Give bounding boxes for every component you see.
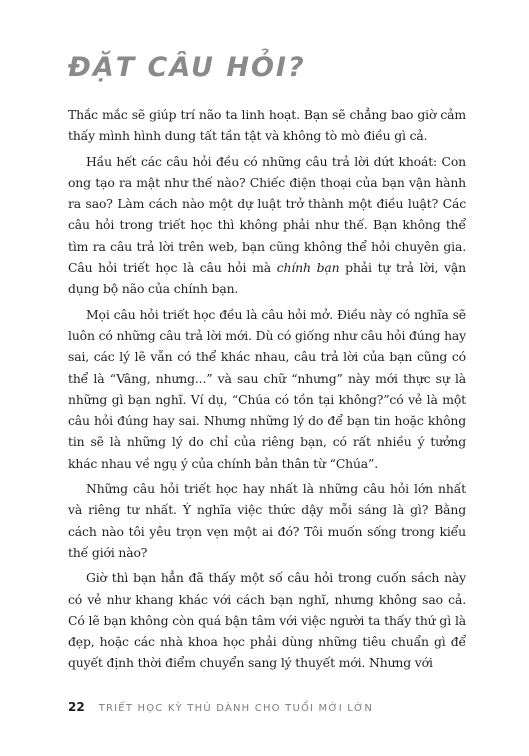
page-title: ĐẶT CÂU HỎI? [68,52,306,83]
paragraph [68,104,466,147]
emphasized-text: chính bạn [276,260,340,276]
paragraph-text: Mọi câu hỏi triết học đều là câu hỏi mở. Điều này có nghĩa sẽ luôn có những câu trả lời mới. Dù có giống như câu hỏi đúng hay sai, các lý lẽ vẫn có thể khác nhau, câu trả lời của bạn cũng có thể là “Vâng, nhưng...” và sau chữ “nhưng” này mới thực sự là những gì bạn nghĩ. Ví dụ, “Chúa có tồn tại không?”có vẻ là một câu hỏi đúng hay sai. Nhưng những lý do để bạn tin hoặc không tin sẽ là những lý do chỉ của riêng bạn, có rất nhiều ý tưởng khác nhau về ngụ ý của chính bản thân từ “Chúa”. [68,306,466,471]
page-footer [68,700,373,714]
paragraph [68,567,466,673]
paragraph-text: Thắc mắc sẽ giúp trí não ta linh hoạt. Bạn sẽ chẳng bao giờ cảm thấy mình hình dung tất tần tật và không tò mò điều gì cả. [68,107,466,144]
paragraph [68,151,466,300]
paragraph-text: Những câu hỏi triết học hay nhất là những câu hỏi lớn nhất và riêng tư nhất. Ý nghĩa việc thức dậy mỗi sáng là gì? Bằng cách nào tôi yêu trọn vẹn một ai đó? Tôi muốn sống trong kiểu thế giới nào? [68,481,466,560]
paragraph-text: Hầu hết các câu hỏi đều có những câu trả lời dứt khoát: Con ong tạo ra mật như thế nào? Chiếc điện thoại của bạn vận hành ra sao? Làm cách nào một dự luật trở thành một điều luật? Các câu hỏi trong triết học thì không phải như thế. Bạn không thể tìm ra câu trả lời trên web, bạn cũng không thể hỏi chuyên gia. Câu hỏi triết học là câu hỏi mà [68,153,466,276]
paragraph [68,304,466,474]
body-text [68,104,466,678]
paragraph-text: Giờ thì bạn hẳn đã thấy một số câu hỏi trong cuốn sách này có vẻ như khang khác với cách bạn nghĩ, nhưng không sao cả. Có lẽ bạn không còn quá bận tâm với việc người ta thấy thứ gì là đẹp, hoặc các nhà khoa học phải dùng những tiêu chuẩn gì để quyết định thời điểm chuyển sang lý thuyết mới. Nhưng với [68,570,466,671]
paragraph [68,478,466,563]
paragraph-text: phải tự trả lời, vận dụng bộ não của chính bạn. [68,260,466,297]
page-number: 22 [68,700,85,714]
running-book-title: TRIẾT HỌC KỲ THÚ DÀNH CHO TUỔI MỚI LỚN [98,703,374,714]
